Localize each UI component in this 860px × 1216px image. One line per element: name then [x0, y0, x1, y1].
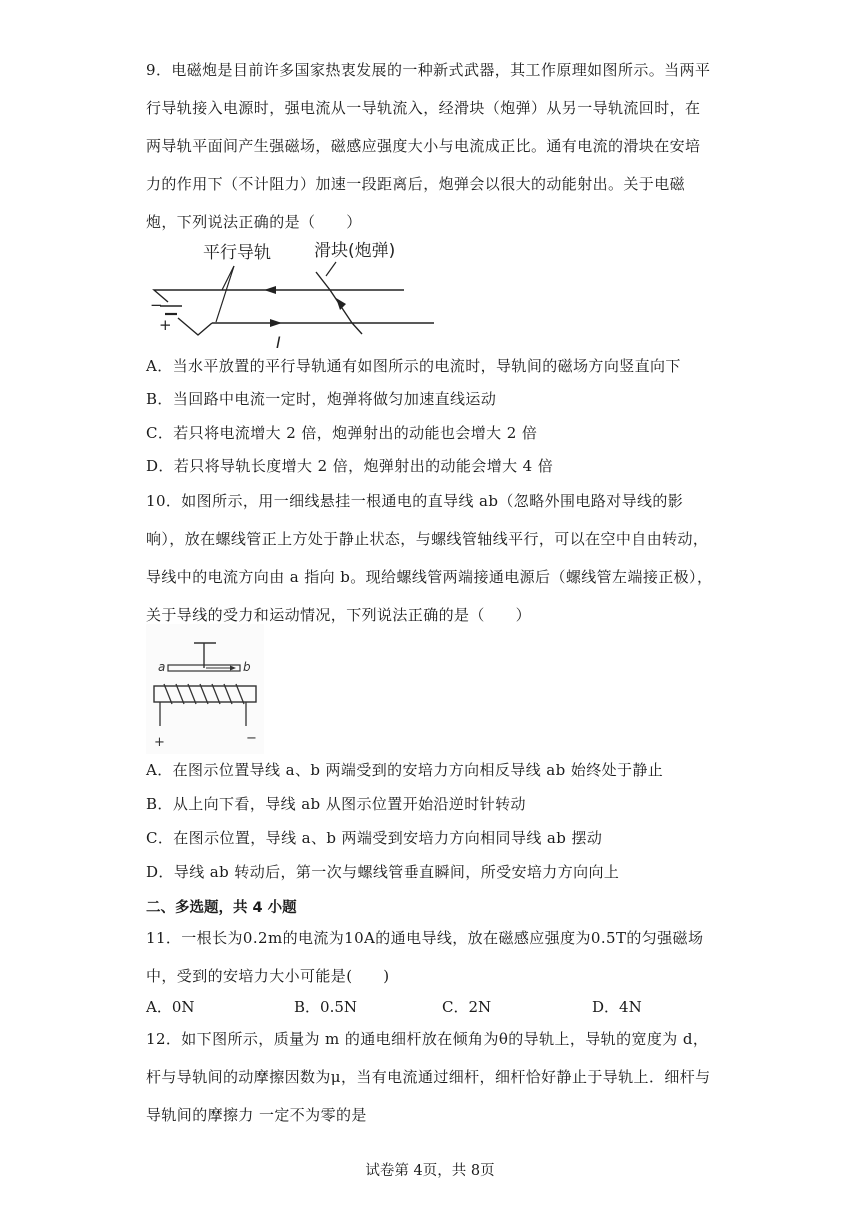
q10-stem: 10．如图所示，用一细线悬挂一根通电的直导线 ab（忽略外围电路对导线的影响），放在螺线管正上方处于静止状态，与螺线管轴线平行，可以在空中自由转动，导线中的电流方向由 a 指向 b。现给螺线管两端接通电源后（螺线管左端接正极），关于导线的受力和运动情况，下列说法正确的是（ ） [146, 492, 713, 624]
current-arrow-slider [336, 298, 346, 310]
solenoid-figure [146, 624, 264, 754]
q11-stem: 11．一根长为0.2m的电流为10A的通电导线，放在磁感应强度为0.5T的匀强磁场中，受到的安培力大小可能是( ) [146, 929, 704, 985]
current-arrow-bottom [270, 319, 282, 327]
railgun-figure [146, 236, 446, 352]
q11-option-a: A．0N [146, 998, 195, 1016]
q9-option-a: A．当水平放置的平行导轨通有如图所示的电流时，导轨间的磁场方向竖直向下 [146, 357, 681, 375]
rails-label: 平行导轨 [203, 243, 271, 263]
q11-option-b: B．0.5N [294, 998, 358, 1016]
minus-terminal: − [246, 731, 257, 746]
q9-option-b: B．当回路中电流一定时，炮弹将做匀加速直线运动 [146, 390, 497, 408]
q9-option-d: D．若只将导轨长度增大 2 倍，炮弹射出的动能会增大 4 倍 [146, 457, 554, 475]
q11-option-c: C．2N [442, 998, 492, 1016]
wire-bottom [178, 318, 212, 335]
page-footer: 试卷第 4页，共 8页 [365, 1163, 495, 1179]
label-b: b [243, 660, 251, 674]
section-heading: 二、多选题，共 4 小题 [146, 900, 297, 916]
plus-terminal: + [154, 735, 165, 750]
q10-option-d: D．导线 ab 转动后，第一次与螺线管垂直瞬间，所受安培力方向向上 [146, 863, 620, 881]
q10-option-b: B．从上向下看，导线 ab 从图示位置开始沿逆时针转动 [146, 795, 526, 813]
slider-pointer [326, 262, 336, 276]
plus-sign: + [159, 316, 172, 334]
q10-option-c: C．在图示位置，导线 a、b 两端受到安培力方向相同导线 ab 摆动 [146, 829, 603, 847]
q12-stem: 12．如下图所示，质量为 m 的通电细杆放在倾角为θ的导轨上，导轨的宽度为 d，杆与导轨间的动摩擦因数为μ，当有电流通过细杆，细杆恰好静止于导轨上．细杆与导轨间的摩擦力 一定不为零的是 [146, 1030, 711, 1124]
q11-option-d: D．4N [592, 998, 642, 1016]
q9-option-c: C．若只将电流增大 2 倍，炮弹射出的动能也会增大 2 倍 [146, 424, 538, 442]
q9-stem: 9．电磁炮是目前许多国家热衷发展的一种新式武器，其工作原理如图所示。当两平行导轨接入电源时，强电流从一导轨流入，经滑块（炮弹）从另一导轨流回时，在两导轨平面间产生强磁场，磁感应强度大小与电流成正比。通有电流的滑块在安培力的作用下（不计阻力）加速一段距离后，炮弹会以很大的动能射出。关于电磁炮，下列说法正确的是（ ） [146, 61, 711, 231]
slider-label: 滑块(炮弹) [314, 241, 396, 261]
q10-option-a: A．在图示位置导线 a、b 两端受到的安培力方向相反导线 ab 始终处于静止 [146, 761, 664, 779]
current-arrow-top [264, 286, 276, 294]
minus-sign: − [150, 296, 163, 314]
rails-pointer-1 [216, 266, 234, 322]
current-label: I [276, 333, 281, 352]
label-a: a [158, 660, 166, 674]
